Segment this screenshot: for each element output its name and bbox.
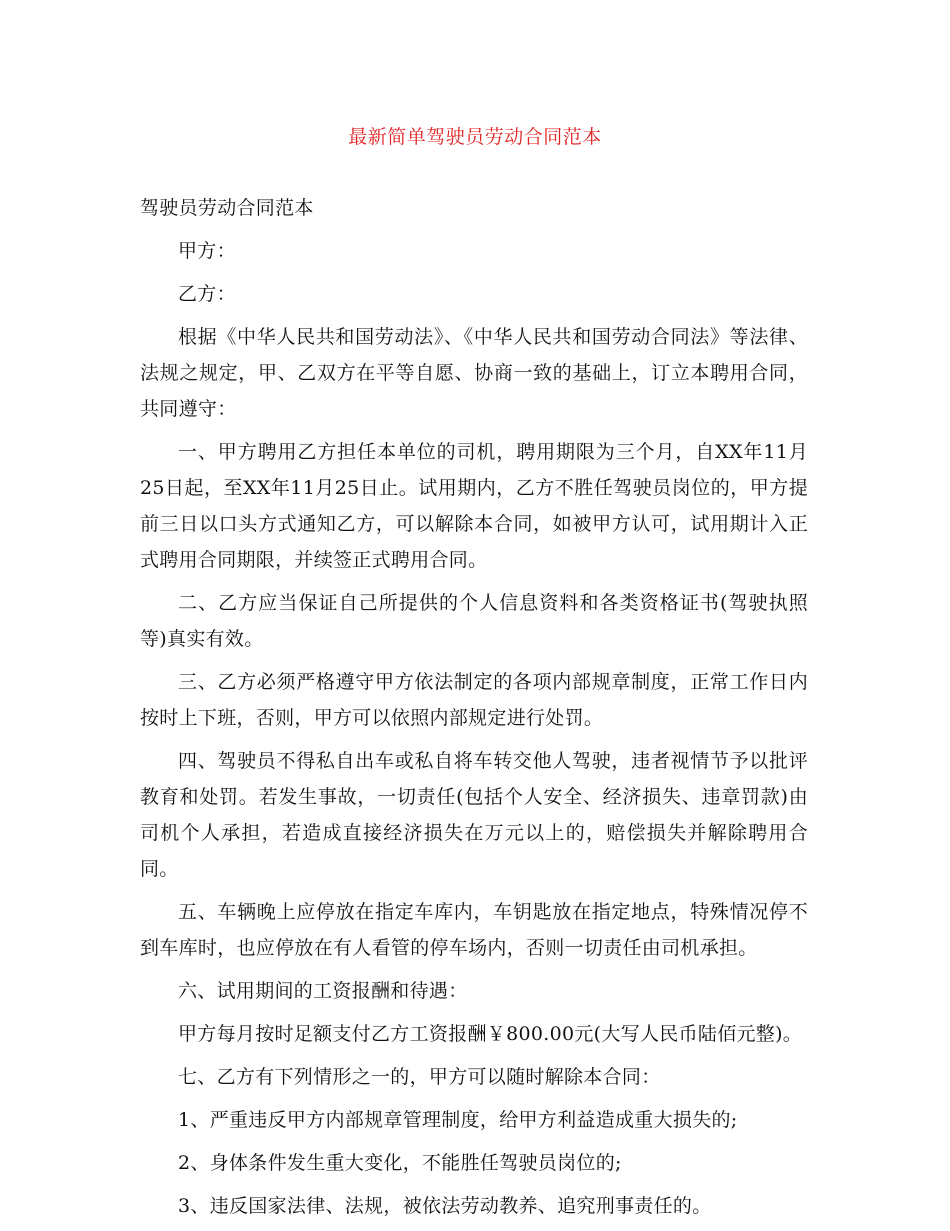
paragraph-salary: 甲方每月按时足额支付乙方工资报酬￥800.00元(大写人民币陆佰元整)。 bbox=[178, 1023, 803, 1045]
paragraph-clause-6: 六、试用期间的工资报酬和待遇： bbox=[178, 980, 468, 1002]
list-item: 3、违反国家法律、法规，被依法劳动教养、追究刑事责任的。 bbox=[178, 1195, 712, 1217]
paragraph-clause-7: 七、乙方有下列情形之一的，甲方可以随时解除本合同： bbox=[178, 1066, 661, 1088]
paragraph-preamble: 根据《中华人民共和国劳动法》、《中华人民共和国劳动合同法》等法律、法规之规定，甲、乙双方在平等自愿、协商一致的基础上，订立本聘用合同，共同遵守： bbox=[140, 326, 808, 420]
paragraph-clause-4: 四、驾驶员不得私自出车或私自将车转交他人驾驶，违者视情节予以批评教育和处罚。若发生事故，一切责任(包括个人安全、经济损失、违章罚款)由司机个人承担，若造成直接经济损失在万元以上的，赔偿损失并解除聘用合同。 bbox=[140, 750, 808, 880]
list-item: 2、身体条件发生重大变化，不能胜任驾驶员岗位的; bbox=[178, 1152, 622, 1174]
document-body bbox=[140, 190, 808, 1231]
list-item: 1、严重违反甲方内部规章管理制度，给甲方利益造成重大损失的; bbox=[178, 1109, 738, 1131]
paragraph-clause-2: 二、乙方应当保证自己所提供的个人信息资料和各类资格证书(驾驶执照等)真实有效。 bbox=[140, 592, 808, 650]
paragraph-clause-5: 五、车辆晚上应停放在指定车库内，车钥匙放在指定地点，特殊情况停不到车库时，也应停放在有人看管的停车场内，否则一切责任由司机承担。 bbox=[140, 901, 808, 959]
document-title: 最新简单驾驶员劳动合同范本 bbox=[348, 126, 602, 148]
paragraph-clause-3: 三、乙方必须严格遵守甲方依法制定的各项内部规章制度，正常工作日内按时上下班，否则，甲方可以依照内部规定进行处罚。 bbox=[140, 671, 808, 729]
party-b-label: 乙方： bbox=[178, 283, 236, 305]
party-a-label: 甲方： bbox=[178, 240, 236, 262]
contract-heading: 驾驶员劳动合同范本 bbox=[140, 197, 314, 219]
paragraph-clause-1: 一、甲方聘用乙方担任本单位的司机，聘用期限为三个月，自XX年11月25日起，至XX年11月25日止。试用期内，乙方不胜任驾驶员岗位的，甲方提前三日以口头方式通知乙方，可以解除本合同，如被甲方认可，试用期计入正式聘用合同期限，并续签正式聘用合同。 bbox=[140, 441, 808, 571]
